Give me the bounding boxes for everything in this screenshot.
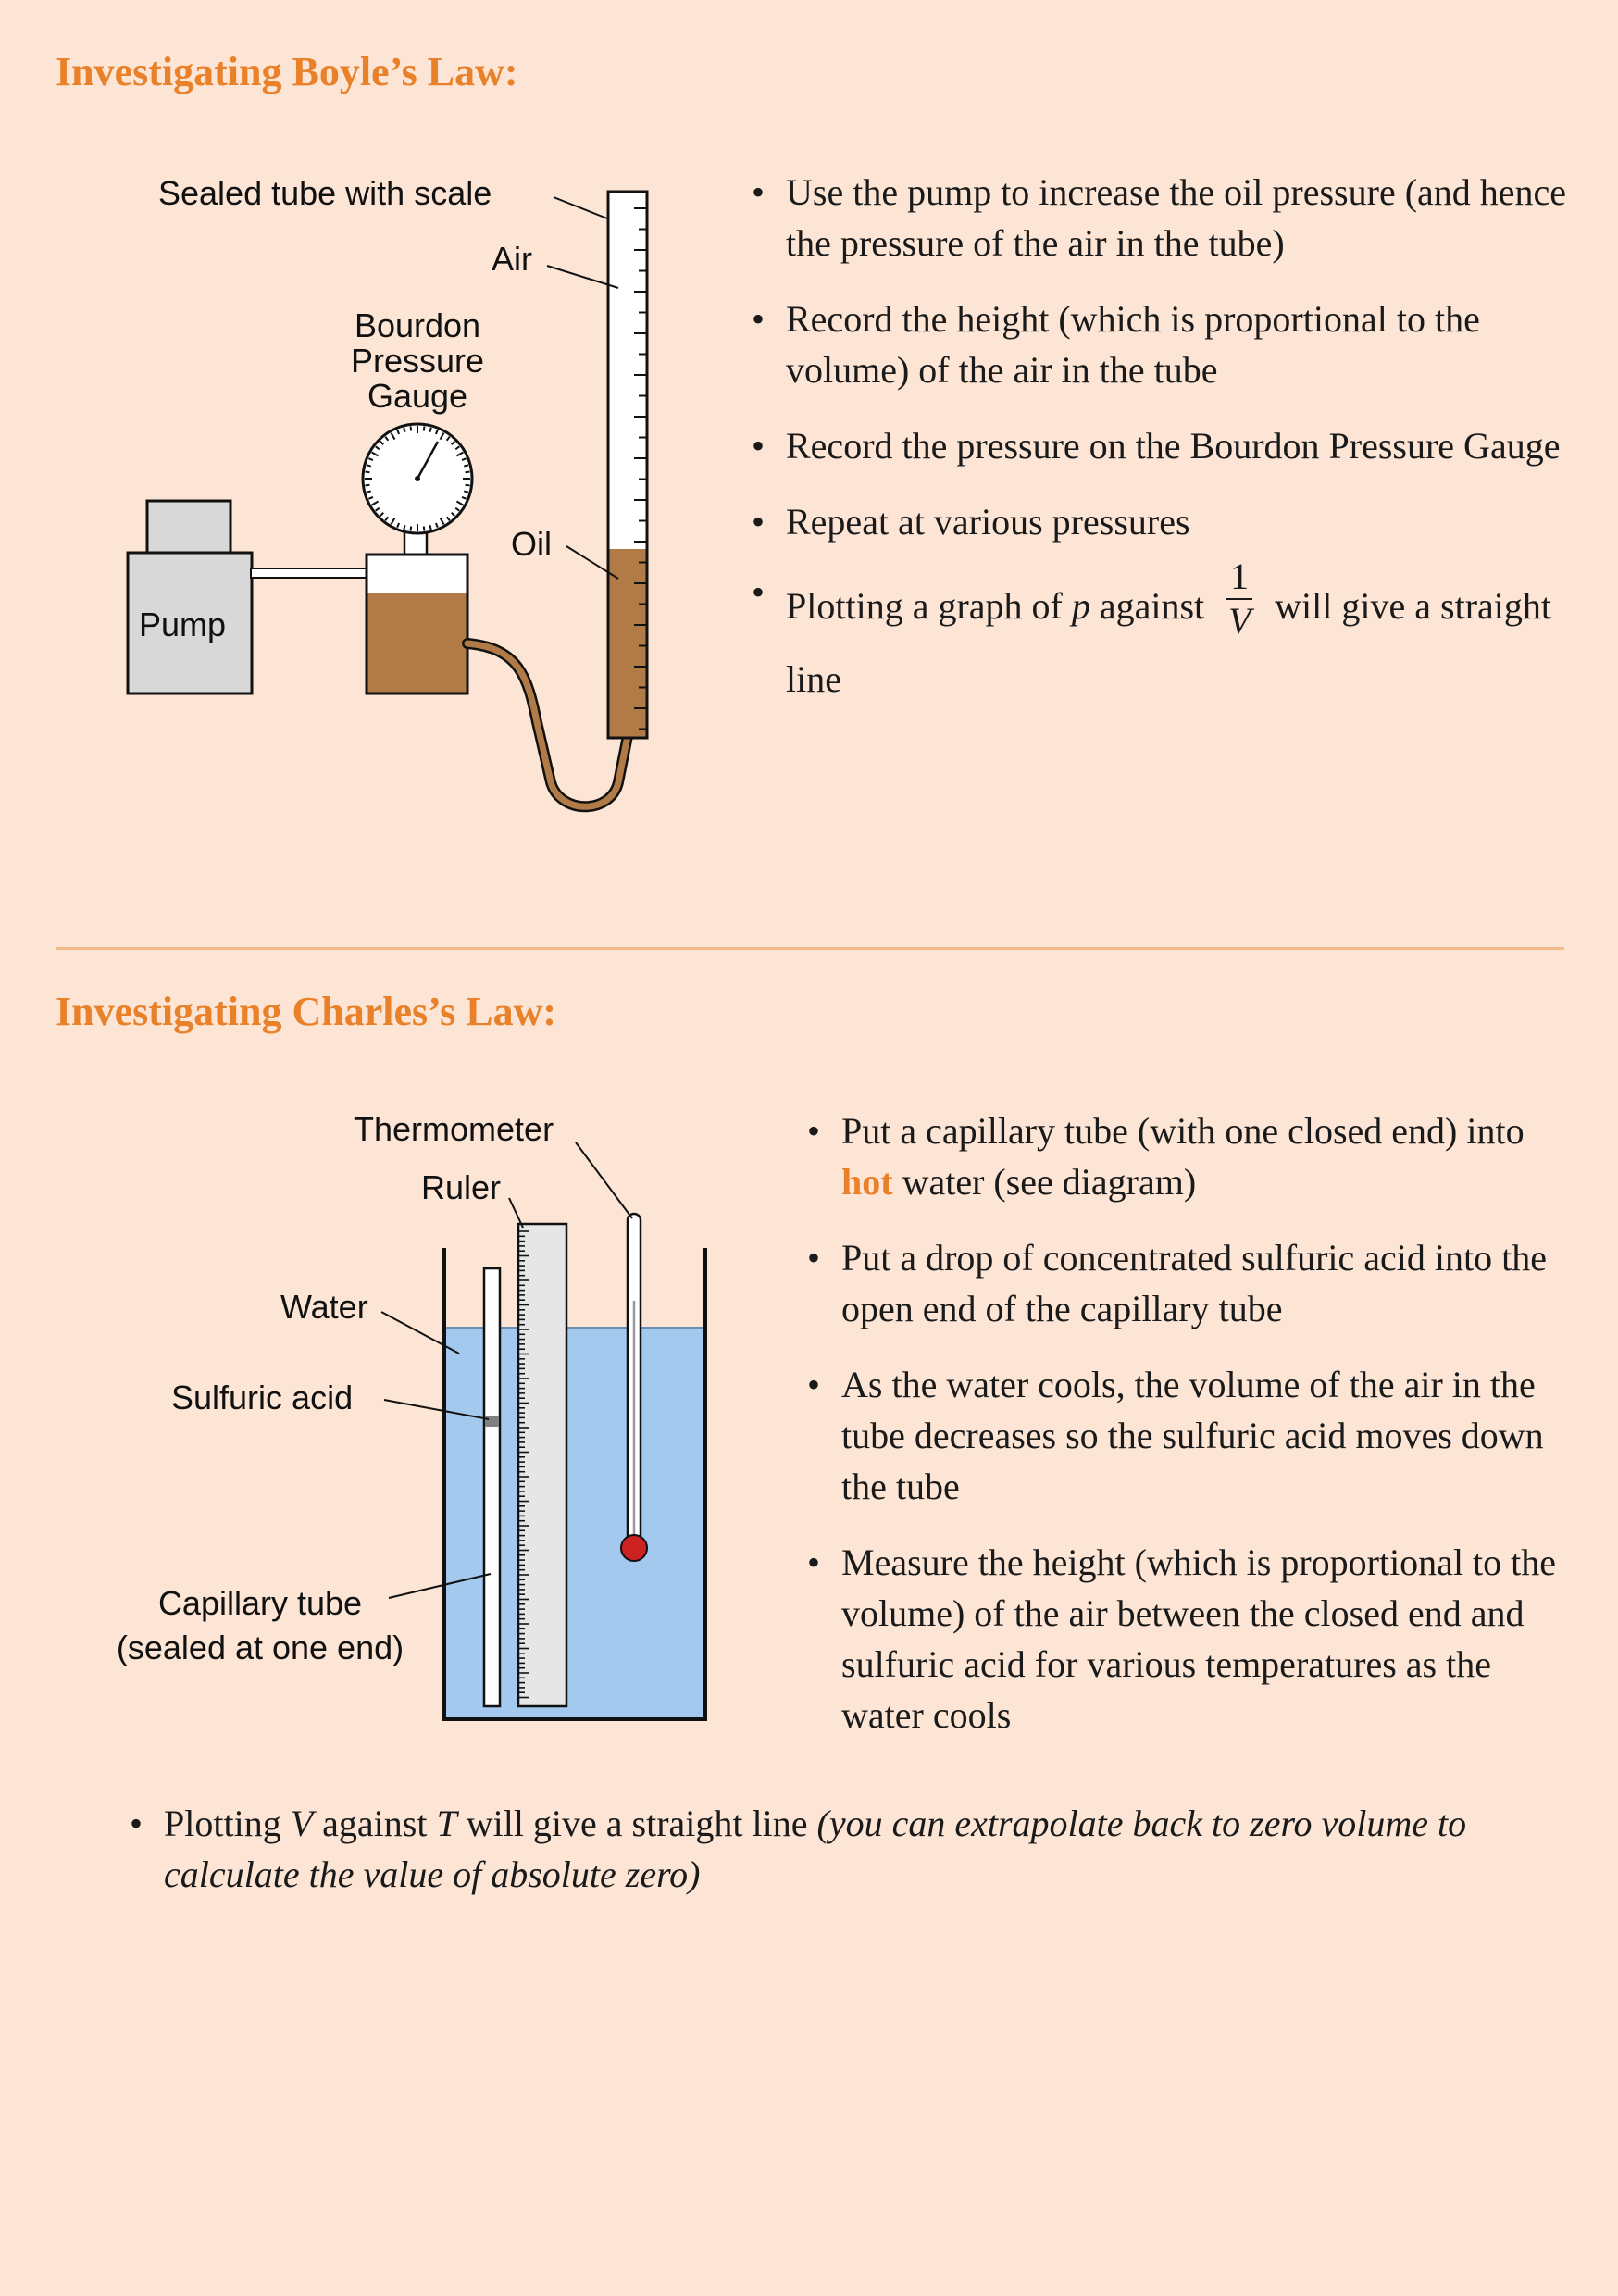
list-item: • As the water cools, the volume of the air in the tube decreases so the sulfuric acid moves down the tube	[807, 1359, 1575, 1512]
capillary-label-line1: Capillary tube	[157, 1584, 363, 1622]
sealed-tube-label: Sealed tube with scale	[158, 174, 492, 212]
scale-tick	[367, 491, 371, 492]
gauge-label-line1: Bourdon	[354, 306, 481, 344]
bourdon-pressure-gauge	[363, 424, 472, 555]
oil-label: Oil	[511, 525, 552, 563]
scale-tick	[464, 491, 468, 492]
charles-final-bullet	[130, 1798, 1518, 1900]
scale-tick	[424, 426, 425, 430]
scale-tick	[365, 472, 369, 473]
list-item-final: • Plotting V against T will give a straight line (you can extrapolate back to zero volume to calculate the value of absolute zero)	[130, 1798, 1518, 1900]
water-label: Water	[280, 1288, 368, 1326]
scale-tick	[429, 525, 430, 530]
list-item: • Repeat at various pressures	[752, 496, 1585, 547]
oil-hose	[467, 643, 628, 806]
scale-tick	[365, 485, 369, 486]
sulfuric-acid-label: Sulfuric acid	[171, 1379, 354, 1416]
variable-v: V	[290, 1803, 314, 1844]
gauge-label-line2: Pressure	[350, 342, 485, 380]
pump-label: Pump	[139, 605, 227, 643]
list-item: • Use the pump to increase the oil pressure (and hence the pressure of the air in the tube)	[752, 167, 1585, 268]
hot-emphasis: hot	[841, 1161, 893, 1203]
scale-tick	[466, 485, 470, 486]
pump	[128, 501, 252, 693]
boyle-heading: Investigating Boyle’s Law:	[56, 49, 518, 94]
scale-tick	[429, 428, 430, 432]
connecting-pipe	[251, 568, 367, 578]
variable-p: p	[1071, 585, 1090, 628]
charles-diagram	[0, 1092, 759, 1741]
air-label: Air	[492, 240, 532, 278]
scale-tick	[411, 527, 412, 531]
sulfuric-acid-drop	[486, 1416, 499, 1427]
gauge-label-line3: Gauge	[367, 377, 468, 415]
capillary-tube	[484, 1268, 500, 1706]
list-item: • Measure the height (which is proportional to the volume) of the air between the closed end and sulfuric acid for various temperatures as the water cools	[807, 1537, 1575, 1741]
sealed-tube	[608, 192, 647, 738]
thermometer-bulb-icon	[621, 1535, 647, 1561]
ruler	[518, 1224, 566, 1706]
variable-t: T	[436, 1803, 457, 1844]
list-item: • Record the pressure on the Bourdon Pressure Gauge	[752, 420, 1585, 471]
capillary-label-line2: (sealed at one end)	[116, 1628, 404, 1666]
thermometer-label: Thermometer	[354, 1110, 554, 1148]
list-item-plot: • Plotting a graph of p against $\frac{1}{V}$ will give a straight line	[752, 567, 1585, 705]
list-item: • Put a capillary tube (with one closed end) into hot water (see diagram)	[807, 1105, 1575, 1207]
fraction-one-over-v: $\frac{1}{V}$	[1227, 555, 1251, 642]
scale-tick	[411, 426, 412, 430]
oil-reservoir	[367, 555, 467, 693]
charles-heading: Investigating Charles’s Law:	[56, 989, 557, 1034]
ruler-label: Ruler	[421, 1168, 502, 1206]
list-item: • Record the height (which is proportional to the volume) of the air in the tube	[752, 293, 1585, 395]
boyle-diagram	[0, 0, 759, 833]
scale-tick	[464, 465, 468, 466]
scale-tick	[367, 465, 371, 466]
boyle-bullets	[752, 167, 1585, 705]
list-item: • Put a drop of concentrated sulfuric acid into the open end of the capillary tube	[807, 1232, 1575, 1334]
extrapolation-note: (you can extrapolate back to zero volume to calculate the value of absolute zero)	[164, 1803, 1467, 1895]
scale-tick	[424, 527, 425, 531]
charles-bullets	[807, 1105, 1575, 1741]
scale-tick	[466, 472, 470, 473]
section-divider	[56, 947, 1564, 950]
